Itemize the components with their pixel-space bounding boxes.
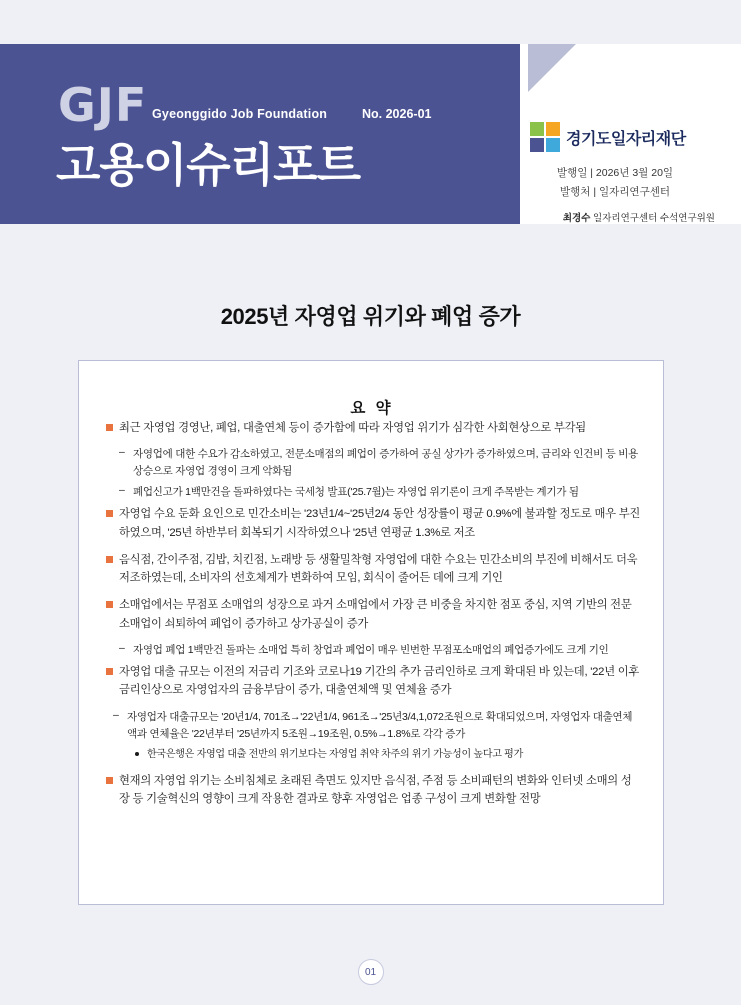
- summary-box: [78, 360, 664, 905]
- summary-item: [105, 596, 641, 633]
- summary-item-text: 음식점, 간이주점, 김밥, 치킨점, 노래방 등 생활밀착형 자영업에 대한 수요는 민간소비의 부진에 비해서도 더욱 저조하였는데, 소비자의 선호체계가 변화하여 모임, 회식이 줄어든 데에 크게 기인: [119, 553, 638, 585]
- square-bullet-icon: [106, 556, 113, 563]
- summary-item-text: 자영업자 대출규모는 '20년1/4, 701조→'22년1/4, 961조→'25년3/4,1,072조원으로 확대되었으며, 자영업자 대출연체액과 연체율은 '22년부터 '25년까지 5조원→19조원, 0.5%→1.8%로 각각 증가: [127, 710, 633, 740]
- summary-item-text: 자영업 수요 둔화 요인으로 민간소비는 '23년1/4~'25년2/4 동안 성장률이 평균 0.9%에 불과할 정도로 매우 부진하였으며, '25년 하반부터 회복되기 시작하였으나 '25년 연평균 1.3%로 저조: [119, 508, 641, 539]
- summary-body: [105, 419, 641, 817]
- author-name: 최경수: [562, 213, 591, 224]
- summary-item: [105, 747, 641, 763]
- summary-item-text: 자영업 폐업 1백만건 돌파는 소매업 특히 창업과 폐업이 매우 빈번한 무점포소매업의 폐업증가에도 크게 기인: [133, 644, 609, 657]
- page-number: 01: [358, 959, 384, 985]
- summary-item-text: 소매업에서는 무점포 소매업의 성장으로 과거 소매업에서 가장 큰 비중을 차지한 점포 중심, 지역 기반의 전문소매업이 쇠퇴하여 폐업이 증가하고 상가공실이 증가: [119, 599, 632, 630]
- summary-item-text: 자영업에 대한 수요가 감소하였고, 전문소매점의 폐업이 증가하여 공실 상가가 증가하였으며, 금리와 인건비 등 비용상승으로 자영업 경영이 크게 악화됨: [133, 448, 638, 478]
- report-series-title: 고용이슈리포트: [56, 139, 361, 191]
- summary-item: [105, 551, 641, 588]
- square-bullet-icon: [106, 510, 113, 517]
- publish-date: 발행일 | 2026년 3월 20일: [556, 167, 674, 179]
- summary-item-text: 현재의 자영업 위기는 소비침체로 초래된 측면도 있지만 음식점, 주점 등 소비패턴의 변화와 인터넷 소매의 성장 등 기술혁신의 영향이 크게 작용한 결과로 향후 자영업은 업종 구성이 크게 변화할 전망: [119, 774, 632, 805]
- foundation-logo-icon: [530, 122, 560, 152]
- summary-item: [105, 446, 641, 480]
- dash-bullet-icon: –: [119, 484, 125, 497]
- report-header: [0, 44, 741, 224]
- dash-bullet-icon: –: [113, 708, 119, 721]
- publication-meta: [520, 164, 710, 203]
- dot-bullet-icon: [135, 752, 139, 756]
- summary-item: [105, 505, 641, 542]
- page-title: 2025년 자영업 위기와 폐업 증가: [220, 304, 521, 329]
- summary-item-text: 최근 자영업 경영난, 폐업, 대출연체 등이 증가함에 따라 자영업 위기가 심각한 사회현상으로 부각됨: [119, 422, 586, 434]
- square-bullet-icon: [106, 601, 113, 608]
- gjf-logo-text: GJF: [58, 78, 148, 132]
- author-line: [500, 210, 715, 224]
- foundation-logo-label: 경기도일자리재단: [566, 130, 686, 148]
- summary-heading: 요 약: [350, 400, 394, 417]
- author-role: 일자리연구센터 수석연구위원: [593, 213, 715, 224]
- issue-number: No. 2026-01: [362, 107, 432, 121]
- summary-item: [105, 419, 641, 437]
- dash-bullet-icon: –: [119, 642, 125, 655]
- summary-item: [105, 484, 641, 501]
- foundation-logo: [530, 122, 686, 152]
- summary-item: [105, 642, 641, 659]
- organization-name-en: Gyeonggido Job Foundation: [152, 107, 328, 121]
- summary-item: [105, 709, 641, 743]
- summary-item-text: 폐업신고가 1백만건을 돌파하였다는 국세청 발표('25.7월)는 자영업 위기론이 크게 주목받는 계기가 됨: [133, 486, 579, 499]
- summary-item: [105, 663, 641, 700]
- summary-item: [105, 772, 641, 809]
- square-bullet-icon: [106, 424, 113, 431]
- dash-bullet-icon: –: [119, 446, 125, 459]
- summary-item-text: 자영업 대출 규모는 이전의 저금리 기조와 코로나19 기간의 추가 금리인하로 크게 확대된 바 있는데, '22년 이후 금리인상으로 자영업자의 금융부담이 증가, 대출연체액 및 연체율 증가: [119, 666, 640, 697]
- summary-item-text: 한국은행은 자영업 대출 전반의 위기보다는 자영업 취약 차주의 위기 가능성이 높다고 평가: [147, 748, 523, 760]
- square-bullet-icon: [106, 668, 113, 675]
- square-bullet-icon: [106, 777, 113, 784]
- corner-triangle-decoration: [528, 44, 576, 92]
- publisher: 발행처 | 일자리연구센터: [560, 186, 670, 199]
